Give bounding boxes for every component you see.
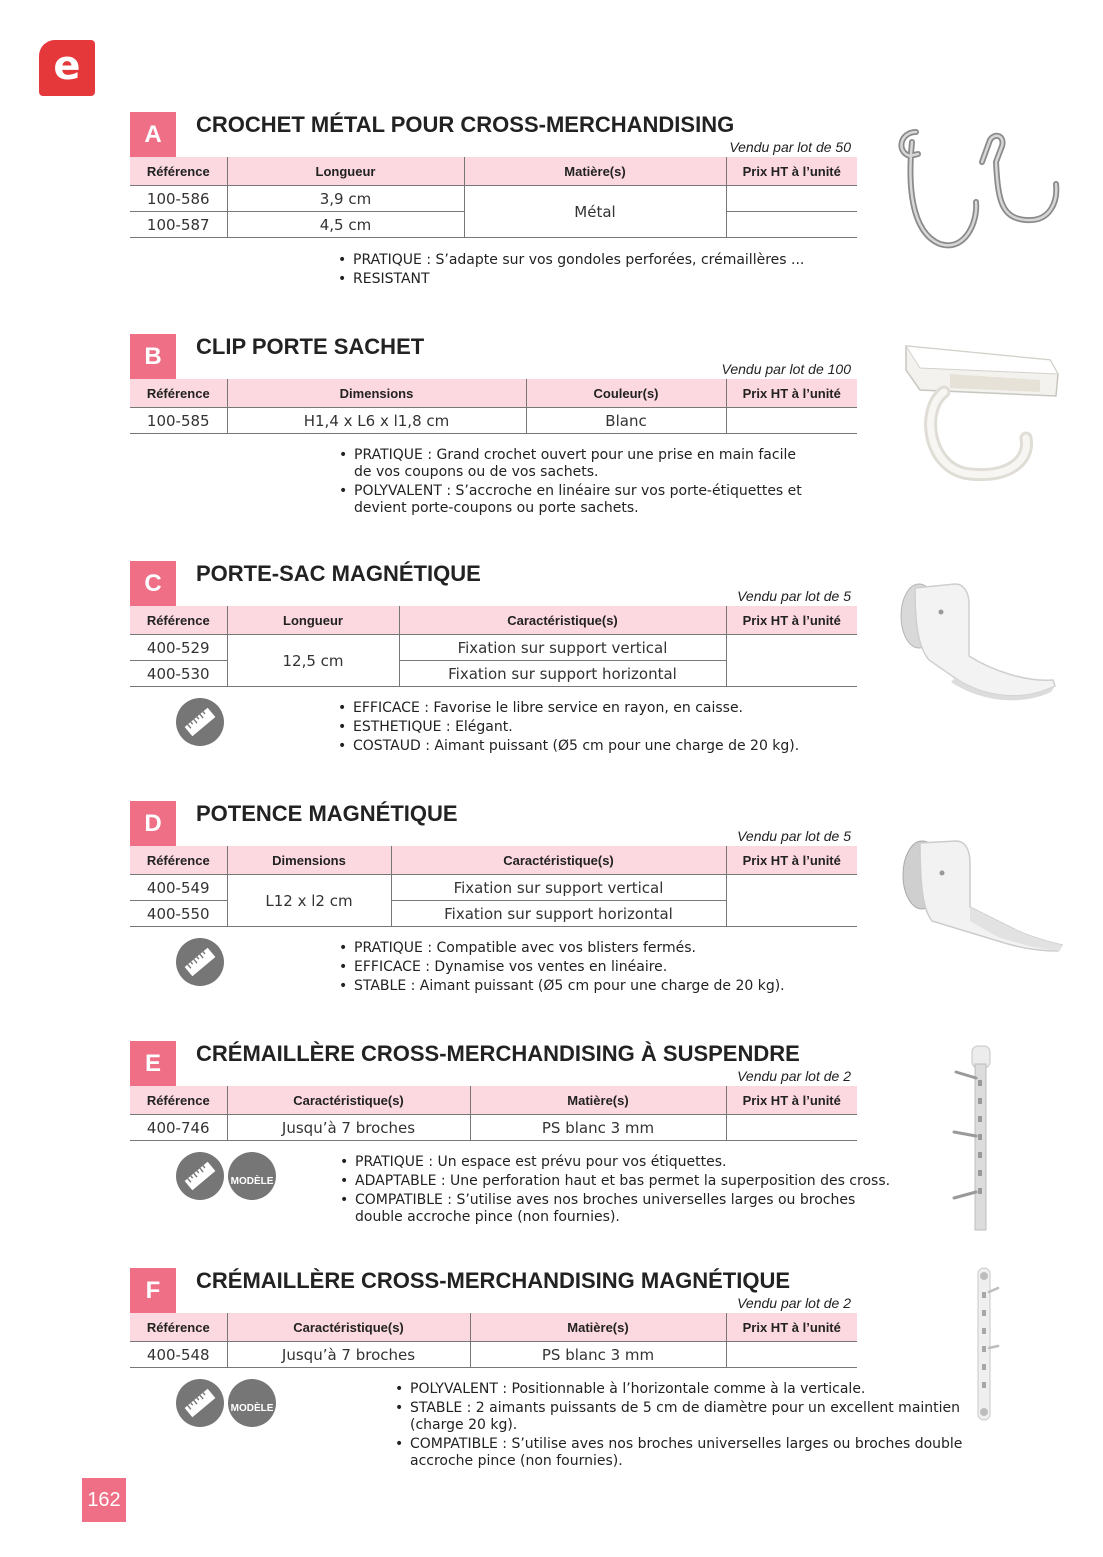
feature-item	[338, 738, 878, 755]
feature-item	[339, 978, 879, 995]
feature-label: EFFICACE	[354, 959, 421, 975]
material-cell: Métal	[464, 186, 726, 238]
header-features: Caractéristique(s)	[399, 606, 726, 635]
header-price: Prix HT à l’unité	[726, 846, 857, 875]
features-cell: Fixation sur support vertical	[399, 635, 726, 661]
feature-label: STABLE	[410, 1400, 463, 1416]
table-row	[130, 186, 857, 212]
logo-letter: e	[53, 43, 81, 89]
feature-label: RESISTANT	[353, 271, 430, 287]
feature-item	[338, 271, 878, 288]
product-table	[130, 379, 857, 434]
reference-cell: 400-746	[130, 1115, 227, 1141]
table-row	[130, 1115, 857, 1141]
price-cell	[726, 875, 857, 927]
length-cell: 4,5 cm	[227, 212, 464, 238]
header-price: Prix HT à l’unité	[726, 1086, 857, 1115]
feature-text: : Elégant.	[441, 719, 513, 735]
reference-cell: 400-529	[130, 635, 227, 661]
lot-size: Vendu par lot de 2	[737, 1295, 851, 1311]
brand-logo	[39, 40, 95, 96]
header-price: Prix HT à l’unité	[726, 606, 857, 635]
price-cell	[726, 408, 857, 434]
section-letter: A	[130, 112, 176, 158]
feature-text: : Compatible avec vos blisters fermés.	[422, 940, 696, 956]
header-price: Prix HT à l’unité	[726, 1313, 857, 1342]
feature-item	[395, 1400, 975, 1434]
feature-item	[340, 1192, 900, 1226]
section-letter: D	[130, 801, 176, 847]
feature-text: : Aimant puissant (Ø5 cm pour une charge de 20 kg).	[406, 978, 785, 994]
lot-size: Vendu par lot de 50	[729, 139, 851, 155]
feature-item	[339, 483, 817, 517]
feature-item	[395, 1381, 975, 1398]
price-cell	[726, 212, 857, 238]
dimensions-cell: H1,4 x L6 x l1,8 cm	[227, 408, 526, 434]
reference-cell: 400-548	[130, 1342, 227, 1368]
header-dimensions: Dimensions	[227, 846, 391, 875]
badge-line: MODÈLE	[230, 1403, 274, 1414]
product-table	[130, 606, 857, 687]
feature-list	[339, 447, 817, 519]
header-features: Caractéristique(s)	[227, 1086, 470, 1115]
feature-text: : Favorise le libre service en rayon, en caisse.	[419, 700, 744, 716]
ruler-icon	[176, 1379, 224, 1427]
bag-clip-image	[900, 340, 1065, 485]
header-material: Matière(s)	[470, 1086, 726, 1115]
table-row	[130, 635, 857, 661]
feature-item	[338, 719, 878, 736]
price-cell	[726, 186, 857, 212]
feature-text: : 2 aimants puissants de 5 cm de diamètre pour un excellent maintien (charge 20 kg).	[410, 1400, 961, 1433]
feature-label: PRATIQUE	[354, 940, 423, 956]
feature-item	[338, 700, 878, 717]
header-length: Longueur	[227, 606, 399, 635]
feature-text: : Dynamise vos ventes en linéaire.	[420, 959, 668, 975]
header-features: Caractéristique(s)	[391, 846, 726, 875]
feature-label: STABLE	[354, 978, 407, 994]
page-number: 162	[82, 1478, 126, 1522]
badge-line: MODÈLE	[230, 1176, 274, 1187]
metal-hook-image	[890, 122, 1070, 257]
feature-label: PRATIQUE	[355, 1154, 424, 1170]
feature-list	[340, 1154, 900, 1228]
header-price: Prix HT à l’unité	[726, 157, 857, 186]
badge-line: DÉPOSÉ	[231, 1427, 273, 1438]
feature-label: COMPATIBLE	[410, 1436, 498, 1452]
product-table	[130, 846, 857, 927]
hanging-rack-image	[950, 1042, 1005, 1232]
product-table	[130, 1313, 857, 1368]
feature-item	[339, 959, 879, 976]
feature-text: : Grand crochet ouvert pour une prise en main facile de vos coupons ou de vos sachets.	[354, 447, 796, 480]
feature-text: : S’utilise aves nos broches universelles larges ou broches double accroche pince (non fournies).	[355, 1192, 856, 1225]
registered-design-badge	[228, 1152, 276, 1211]
section-title: PORTE-SAC MAGNÉTIQUE	[196, 561, 481, 586]
features-cell: Fixation sur support horizontal	[399, 661, 726, 687]
feature-label: POLYVALENT	[354, 483, 442, 499]
feature-item	[338, 252, 878, 269]
feature-item	[340, 1173, 900, 1190]
header-material: Matière(s)	[464, 157, 726, 186]
feature-text: : S’utilise aves nos broches universelles larges ou broches double accroche pince (non fournies).	[410, 1436, 963, 1469]
ruler-icon	[176, 1152, 224, 1200]
price-cell	[726, 635, 857, 687]
section-title: POTENCE MAGNÉTIQUE	[196, 801, 458, 826]
feature-text: : Une perforation haut et bas permet la superposition des cross.	[436, 1173, 891, 1189]
lot-size: Vendu par lot de 100	[721, 361, 851, 377]
table-row	[130, 1342, 857, 1368]
color-cell: Blanc	[526, 408, 726, 434]
feature-item	[339, 447, 817, 481]
feature-label: COSTAUD	[353, 738, 421, 754]
header-material: Matière(s)	[470, 1313, 726, 1342]
feature-text: : S’adapte sur vos gondoles perforées, crémaillères ...	[421, 252, 805, 268]
section-letter: E	[130, 1041, 176, 1087]
header-features: Caractéristique(s)	[227, 1313, 470, 1342]
header-dimensions: Dimensions	[227, 379, 526, 408]
feature-list	[395, 1381, 975, 1472]
header-reference: Référence	[130, 606, 227, 635]
table-row	[130, 408, 857, 434]
features-cell: Fixation sur support vertical	[391, 875, 726, 901]
feature-label: ESTHETIQUE	[353, 719, 442, 735]
feature-text: : Un espace est prévu pour vos étiquettes.	[423, 1154, 727, 1170]
table-row	[130, 875, 857, 901]
reference-cell: 100-586	[130, 186, 227, 212]
feature-list	[338, 700, 878, 757]
header-reference: Référence	[130, 157, 227, 186]
section-letter: B	[130, 334, 176, 380]
feature-label: PRATIQUE	[354, 447, 423, 463]
header-color: Couleur(s)	[526, 379, 726, 408]
section-title: CRÉMAILLÈRE CROSS-MERCHANDISING À SUSPENDRE	[196, 1041, 800, 1066]
dimensions-cell: L12 x l2 cm	[227, 875, 391, 927]
feature-label: COMPATIBLE	[355, 1192, 443, 1208]
section-title: CLIP PORTE SACHET	[196, 334, 425, 359]
price-cell	[726, 1115, 857, 1141]
section-title: CRÉMAILLÈRE CROSS-MERCHANDISING MAGNÉTIQUE	[196, 1268, 791, 1293]
lot-size: Vendu par lot de 5	[737, 828, 851, 844]
magnetic-bag-holder-image	[895, 578, 1060, 718]
section-title: CROCHET MÉTAL POUR CROSS-MERCHANDISING	[196, 112, 735, 137]
lot-size: Vendu par lot de 5	[737, 588, 851, 604]
material-cell: PS blanc 3 mm	[470, 1342, 726, 1368]
magnetic-bracket-image	[898, 835, 1063, 960]
reference-cell: 100-587	[130, 212, 227, 238]
feature-label: PRATIQUE	[353, 252, 422, 268]
product-table	[130, 157, 857, 238]
section-letter: F	[130, 1268, 176, 1314]
magnetic-rack-image	[968, 1264, 1003, 1424]
material-cell: PS blanc 3 mm	[470, 1115, 726, 1141]
section-letter: C	[130, 561, 176, 607]
feature-item	[339, 940, 879, 957]
length-cell: 3,9 cm	[227, 186, 464, 212]
feature-list	[339, 940, 879, 997]
ruler-icon	[176, 698, 224, 746]
feature-list	[338, 252, 878, 290]
feature-label: ADAPTABLE	[355, 1173, 437, 1189]
feature-text: : Aimant puissant (Ø5 cm pour une charge de 20 kg).	[420, 738, 800, 754]
reference-cell: 400-530	[130, 661, 227, 687]
length-cell: 12,5 cm	[227, 635, 399, 687]
registered-design-badge	[228, 1379, 276, 1438]
feature-item	[395, 1436, 975, 1470]
price-cell	[726, 1342, 857, 1368]
feature-label: POLYVALENT	[410, 1381, 498, 1397]
badge-line: DÉPOSÉ	[231, 1200, 273, 1211]
feature-item	[340, 1154, 900, 1171]
lot-size: Vendu par lot de 2	[737, 1068, 851, 1084]
header-reference: Référence	[130, 1313, 227, 1342]
header-length: Longueur	[227, 157, 464, 186]
product-table	[130, 1086, 857, 1141]
features-cell: Fixation sur support horizontal	[391, 901, 726, 927]
feature-text: : Positionnable à l’horizontale comme à la verticale.	[497, 1381, 866, 1397]
reference-cell: 400-549	[130, 875, 227, 901]
features-cell: Jusqu’à 7 broches	[227, 1115, 470, 1141]
features-cell: Jusqu’à 7 broches	[227, 1342, 470, 1368]
reference-cell: 100-585	[130, 408, 227, 434]
reference-cell: 400-550	[130, 901, 227, 927]
ruler-icon	[176, 938, 224, 986]
header-price: Prix HT à l’unité	[726, 379, 857, 408]
feature-text: : S’accroche en linéaire sur vos porte-étiquettes et devient porte-coupons ou porte sachets.	[354, 483, 802, 516]
feature-label: EFFICACE	[353, 700, 420, 716]
header-reference: Référence	[130, 1086, 227, 1115]
header-reference: Référence	[130, 846, 227, 875]
header-reference: Référence	[130, 379, 227, 408]
